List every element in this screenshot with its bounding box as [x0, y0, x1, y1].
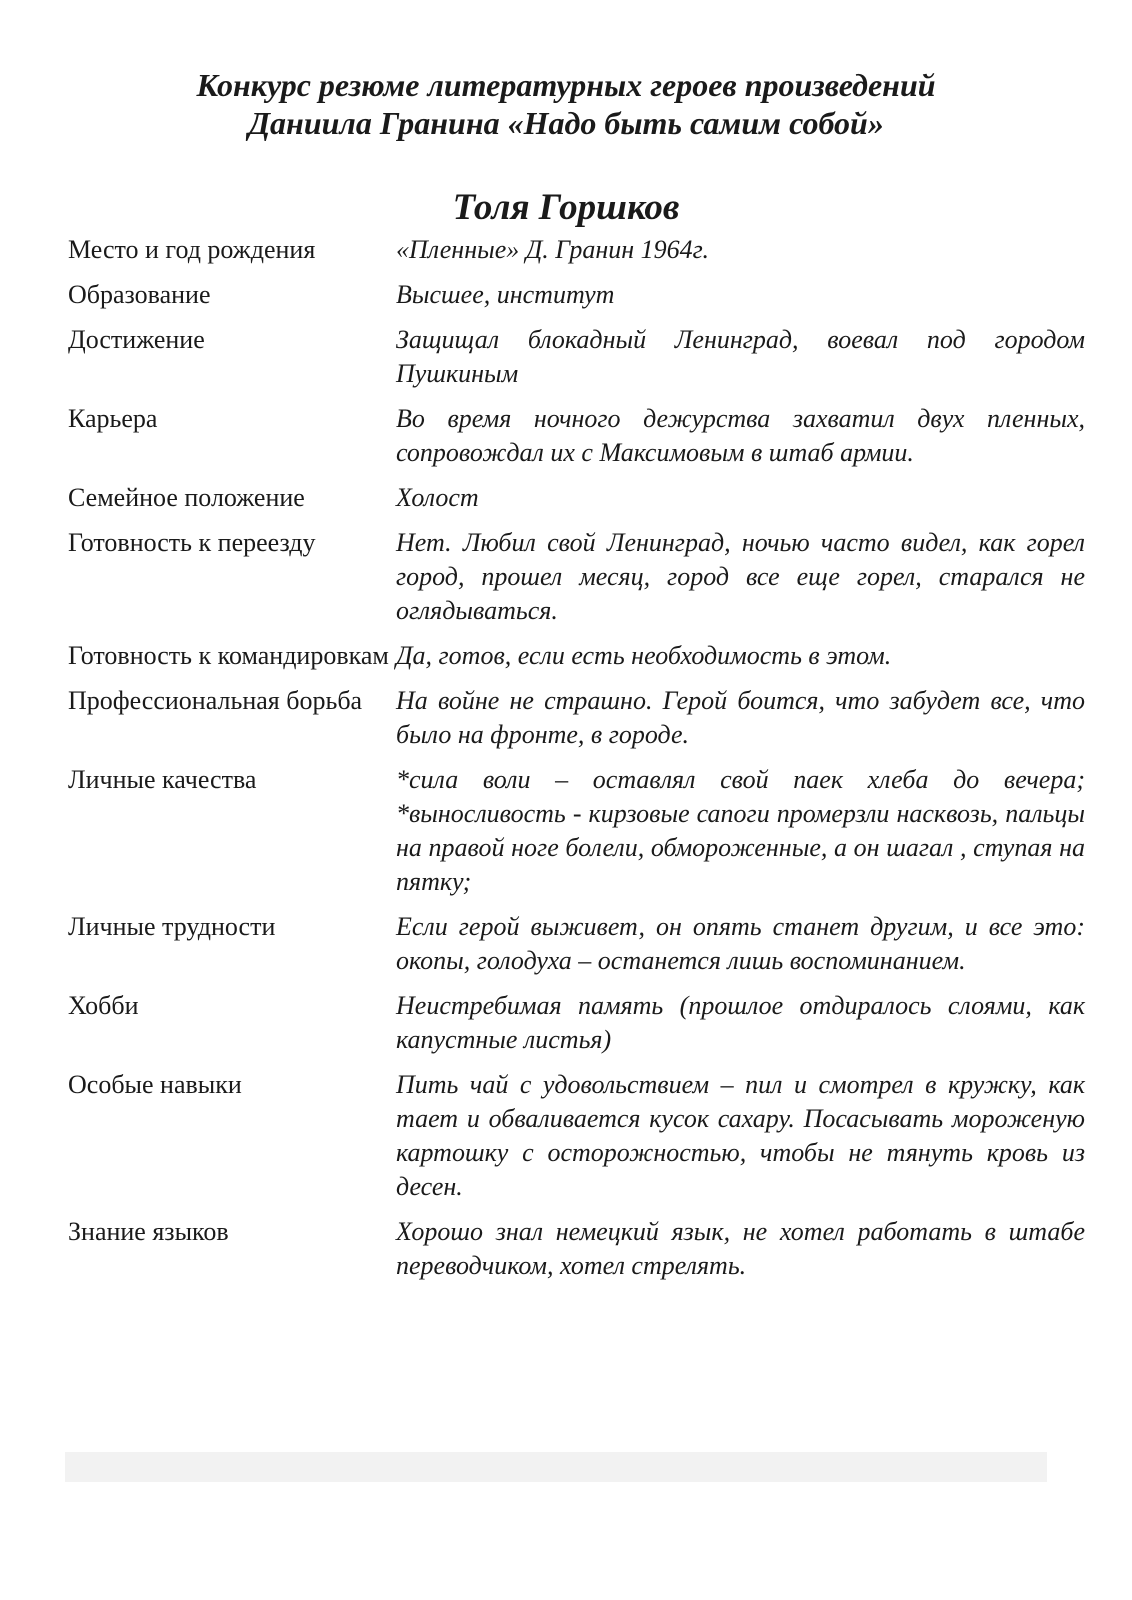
- row-label: Образование: [68, 280, 211, 309]
- resume-row: [68, 481, 1085, 515]
- row-value: Во время ночного дежурства захватил двух пленных, сопровождал их с Максимовым в штаб армии.: [396, 404, 1085, 467]
- row-label: Личные трудности: [68, 912, 276, 941]
- row-label: Место и год рождения: [68, 235, 316, 264]
- row-value: Высшее, институт: [396, 280, 615, 309]
- row-label: Готовность к переезду: [68, 528, 316, 557]
- row-label: Семейное положение: [68, 483, 305, 512]
- footer-bar: [65, 1452, 1047, 1482]
- row-label: Личные качества: [68, 765, 257, 794]
- resume-row: [68, 402, 1085, 470]
- row-value: На войне не страшно. Герой боится, что забудет все, что было на фронте, в городе.: [396, 686, 1085, 749]
- resume-row: [68, 910, 1085, 978]
- row-label: Хобби: [68, 991, 139, 1020]
- resume-row: [68, 1215, 1085, 1283]
- row-value: Да, готов, если есть необходимость в этом.: [396, 641, 892, 670]
- row-value: Защищал блокадный Ленинград, воевал под городом Пушкиным: [396, 325, 1085, 388]
- resume-row: [68, 278, 1085, 312]
- resume-row: [68, 526, 1085, 628]
- resume-row: [68, 233, 1085, 267]
- resume-table: [68, 233, 1085, 1294]
- row-value: Холост: [396, 483, 479, 512]
- row-label: Достижение: [68, 325, 205, 354]
- resume-row: [68, 639, 1085, 673]
- resume-row: [68, 323, 1085, 391]
- row-label: Карьера: [68, 404, 158, 433]
- row-value: Неистребимая память (прошлое отдиралось слоями, как капустные листья): [396, 991, 1085, 1054]
- row-label: Профессиональная борьба: [68, 686, 363, 715]
- resume-row: [68, 684, 1085, 752]
- resume-row: [68, 1068, 1085, 1204]
- row-value: Если герой выживет, он опять станет другим, и все это: окопы, голодуха – останется лишь воспоминанием.: [396, 912, 1085, 975]
- header-line-2: Даниила Гранина «Надо быть самим собой»: [248, 105, 884, 141]
- hero-name: Толя Горшков: [452, 187, 680, 228]
- header-line-1: Конкурс резюме литературных героев произведений: [196, 67, 936, 103]
- document-header: [0, 66, 1132, 142]
- row-value: Пить чай с удовольствием – пил и смотрел в кружку, как тает и обваливается кусок сахару. Посасывать мороженую картошку с осторожностью, чтобы не тянуть кровь из десен.: [396, 1070, 1085, 1201]
- row-value: *сила воли – оставлял свой паек хлеба до вечера; *выносливость - кирзовые сапоги промерзли насквозь, пальцы на правой ноге болели, обмороженные, а он шагал , ступая на пятку;: [396, 765, 1085, 896]
- row-value: Нет. Любил свой Ленинград, ночью часто видел, как горел город, прошел месяц, город все еще горел, старался не оглядываться.: [396, 528, 1085, 625]
- row-value: Хорошо знал немецкий язык, не хотел работать в штабе переводчиком, хотел стрелять.: [396, 1217, 1085, 1280]
- row-label: Особые навыки: [68, 1070, 242, 1099]
- resume-row: [68, 763, 1085, 899]
- row-label: Знание языков: [68, 1217, 229, 1246]
- resume-row: [68, 989, 1085, 1057]
- row-value: «Пленные» Д. Гранин 1964г.: [396, 235, 709, 264]
- row-label: Готовность к командировкам: [68, 641, 389, 670]
